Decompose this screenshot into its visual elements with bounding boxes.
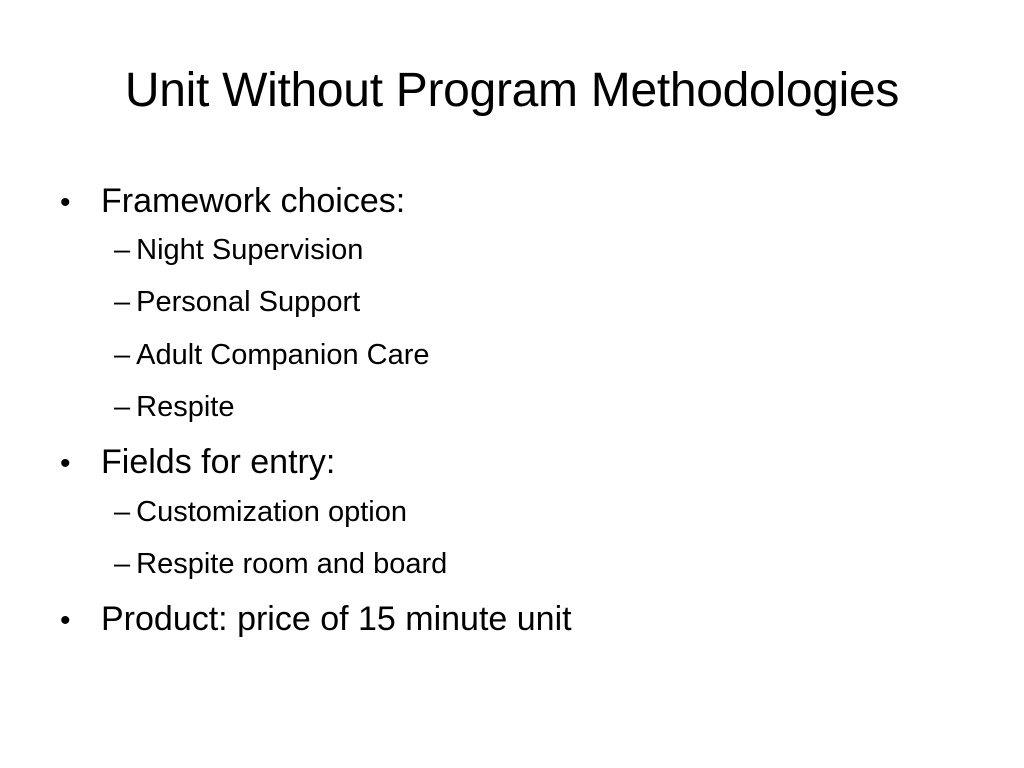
sub-bullet-text: Respite: [136, 391, 235, 424]
sub-bullet-item: [114, 339, 980, 372]
dash-icon: –: [114, 391, 131, 424]
bullet-icon: •: [60, 604, 71, 638]
sub-bullet-item: [114, 548, 980, 581]
sub-bullet-item: [114, 391, 980, 424]
sub-bullet-text: Adult Companion Care: [136, 338, 430, 371]
bullet-icon: •: [60, 186, 71, 219]
dash-icon: –: [114, 547, 131, 580]
bullet-item-product: [60, 600, 980, 638]
sub-bullet-text: Respite room and board: [136, 547, 448, 580]
sub-bullet-item: [114, 496, 980, 529]
dash-icon: –: [114, 234, 131, 267]
dash-icon: –: [114, 495, 131, 528]
bullet-list: [60, 182, 980, 652]
sub-bullet-list: [60, 234, 980, 424]
slide-title: Unit Without Program Methodologies: [124, 64, 900, 117]
bullet-text: Framework choices:: [101, 182, 406, 220]
sub-bullet-text: Customization option: [136, 495, 407, 528]
bullet-item-framework-choices: [60, 182, 980, 220]
bullet-item-fields-for-entry: [60, 443, 980, 481]
bullet-text: Product: price of 15 minute unit: [101, 600, 572, 639]
dash-icon: –: [114, 286, 131, 319]
bullet-text: Fields for entry:: [101, 443, 336, 482]
dash-icon: –: [114, 338, 131, 371]
sub-bullet-list: [60, 496, 980, 582]
sub-bullet-item: [114, 234, 980, 267]
sub-bullet-item: [114, 286, 980, 319]
bullet-icon: •: [60, 447, 71, 481]
sub-bullet-text: Night Supervision: [136, 234, 364, 267]
sub-bullet-text: Personal Support: [136, 286, 361, 319]
